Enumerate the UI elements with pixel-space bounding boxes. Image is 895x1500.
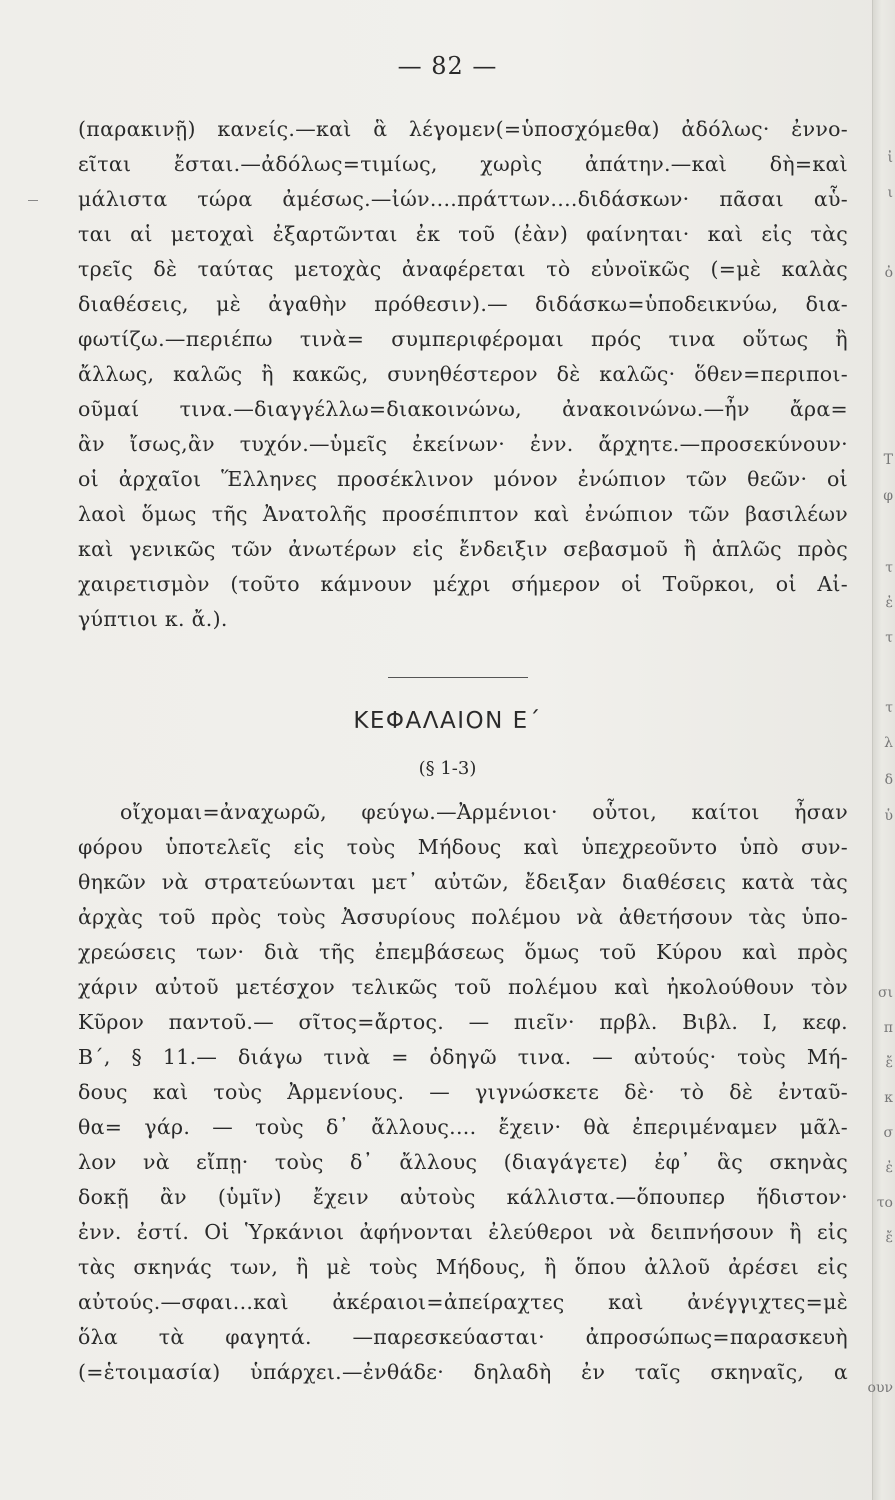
- text-line: δους καὶ τοὺς Ἀρμενίους. — γιγνώσκετε δὲ· τὸ δὲ ἐνταῦ-: [78, 1080, 848, 1104]
- margin-mark: [28, 200, 38, 201]
- text-line: τρεῖς δὲ ταύτας μετοχὰς ἀναφέρεται τὸ εὐνοϊκῶς (=μὲ καλὰς: [78, 257, 848, 281]
- text-line: εῖται ἔσται.—ἀδόλως=τιμίως, χωρὶς ἀπάτην.—καὶ δὴ=καὶ: [78, 152, 848, 176]
- edge-fragment: ἔ: [885, 1055, 893, 1071]
- edge-fragment: φ: [883, 488, 893, 504]
- edge-fragment: ὀ: [884, 265, 893, 281]
- edge-fragment: κ: [884, 1090, 893, 1106]
- text-line: ἄλλως, καλῶς ἢ κακῶς, συνηθέστερον δὲ καλῶς· ὅθεν=περιποι-: [78, 362, 848, 386]
- text-line: τὰς σκηνάς των, ἢ μὲ τοὺς Μήδους, ἢ ὅπου ἀλλοῦ ἀρέσει εἰς: [78, 1255, 848, 1279]
- edge-fragment: το: [876, 1195, 893, 1211]
- text-line: ἂν ἴσως,ἂν τυχόν.—ὑμεῖς ἐκείνων· ἐνν. ἄρχητε.—προσεκύνουν·: [78, 432, 848, 456]
- edge-fragment: ἐ: [885, 1160, 893, 1176]
- text-line: γύπτιοι κ. ἄ.).: [78, 607, 228, 631]
- commentary-paragraph-2: [78, 795, 848, 1390]
- text-line: αὐτούς.—σφαι...καὶ ἀκέραιοι=ἀπείραχτες καὶ ἀνέγγιχτες=μὲ: [78, 1290, 848, 1314]
- edge-fragment: π: [883, 1020, 893, 1036]
- edge-fragment: ἔ: [885, 1230, 893, 1246]
- text-line: φόρου ὑποτελεῖς εἰς τοὺς Μήδους καὶ ὑπεχρεοῦντο ὑπὸ συν-: [78, 835, 848, 859]
- text-line: χρεώσεις των· διὰ τῆς ἐπεμβάσεως ὅμως τοῦ Κύρου καὶ πρὸς: [78, 940, 848, 964]
- text-line: ὅλα τὰ φαγητά. —παρεσκεύασται· ἀπροσώπως=παρασκευὴ: [78, 1325, 848, 1349]
- text-line: (παρακινῇ) κανείς.—καὶ ἃ λέγομεν(=ὑποσχόμεθα) ἀδόλως· ἐννο-: [78, 117, 848, 141]
- text-line: δοκῇ ἂν (ὑμῖν) ἔχειν αὐτοὺς κάλλιστα.—ὅπουπερ ἥδιστον·: [78, 1185, 848, 1209]
- text-line: λαοὶ ὅμως τῆς Ἀνατολῆς προσέπιπτον καὶ ἐνώπιον τῶν βασιλέων: [78, 502, 848, 526]
- section-reference: (§ 1-3): [418, 758, 477, 779]
- edge-fragment: τ: [885, 560, 893, 576]
- commentary-paragraph-1: [78, 112, 848, 637]
- edge-fragment: λ: [884, 735, 893, 751]
- edge-fragment: ὑ: [884, 808, 893, 824]
- text-line: Β΄, § 11.— διάγω τινὰ = ὁδηγῶ τινα. — αὐτούς· τοὺς Μή-: [78, 1045, 848, 1069]
- text-line: οἴχομαι=ἀναχωρῶ, φεύγω.—Ἀρμένιοι· οὗτοι, καίτοι ἦσαν: [120, 800, 848, 824]
- text-line: χάριν αὐτοῦ μετέσχον τελικῶς τοῦ πολέμου καὶ ἠκολούθουν τὸν: [78, 975, 848, 999]
- text-line: λον νὰ εἴπῃ· τοὺς δ᾽ ἄλλους (διαγάγετε) ἐφ᾽ ἃς σκηνὰς: [78, 1150, 848, 1174]
- text-line: ται αἱ μετοχαὶ ἐξαρτῶνται ἐκ τοῦ (ἐὰν) φαίνηται· καὶ εἰς τὰς: [78, 222, 848, 246]
- text-line: Κῦρον παντοῦ.— σῖτος=ἄρτος. — πιεῖν· πρβλ. Βιβλ. Ι, κεφ.: [78, 1010, 848, 1034]
- section-divider: [388, 677, 528, 678]
- text-line: (=ἑτοιμασία) ὑπάρχει.—ἐνθάδε· δηλαδὴ ἐν ταῖς σκηναῖς, α: [78, 1360, 848, 1384]
- text-line: οἱ ἀρχαῖοι Ἕλληνες προσέκλινον μόνον ἐνώπιον τῶν θεῶν· οἱ: [78, 467, 848, 491]
- edge-fragment: τ: [885, 630, 893, 646]
- text-line: φωτίζω.—περιέπω τινὰ= συμπεριφέρομαι πρός τινα οὕτως ἢ: [78, 327, 848, 351]
- edge-fragment: σι: [877, 985, 893, 1001]
- edge-fragment: τ: [885, 700, 893, 716]
- facing-page-edge: [867, 0, 895, 1500]
- text-line: χαιρετισμὸν (τοῦτο κάμνουν μέχρι σήμερον οἱ Τοῦρκοι, οἱ Αἰ-: [78, 572, 848, 596]
- page-number: — 82 —: [397, 52, 498, 80]
- text-line: οῦμαί τινα.—διαγγέλλω=διακοινώνω, ἀνακοινώνω.—ἦν ἄρα=: [78, 397, 848, 421]
- edge-fragment: ι: [887, 185, 893, 201]
- edge-fragment: Τ: [883, 452, 893, 468]
- edge-fragment: δ: [884, 772, 893, 788]
- edge-fragment: ἰ: [887, 150, 893, 166]
- chapter-title: ΚΕΦΑΛΑΙΟΝ Ε΄: [353, 708, 542, 734]
- text-line: καὶ γενικῶς τῶν ἀνωτέρων εἰς ἔνδειξιν σεβασμοῦ ἢ ἁπλῶς πρὸς: [78, 537, 848, 561]
- text-line: θα= γάρ. — τοὺς δ᾽ ἄλλους.... ἔχειν· θὰ ἐπεριμέναμεν μᾶλ-: [78, 1115, 848, 1139]
- text-line: θηκῶν νὰ στρατεύωνται μετ᾽ αὐτῶν, ἔδειξαν διαθέσεις κατὰ τὰς: [78, 870, 848, 894]
- text-line: μάλιστα τώρα ἀμέσως.—ἰών....πράττων....διδάσκων· πᾶσαι αὗ-: [78, 187, 848, 211]
- text-line: ἐνν. ἐστί. Οἱ Ὑρκάνιοι ἀφήνονται ἐλεύθεροι νὰ δειπνήσουν ἢ εἰς: [78, 1220, 848, 1244]
- text-line: διαθέσεις, μὲ ἀγαθὴν πρόθεσιν).— διδάσκω=ὑποδεικνύω, δια-: [78, 292, 848, 316]
- edge-fragment: σ: [883, 1125, 893, 1141]
- edge-fragment: ἐ: [885, 595, 893, 611]
- edge-fragment: ουν: [867, 1380, 893, 1396]
- text-line: ἀρχὰς τοῦ πρὸς τοὺς Ἀσσυρίους πολέμου νὰ ἀθετήσουν τὰς ὑπο-: [78, 905, 848, 929]
